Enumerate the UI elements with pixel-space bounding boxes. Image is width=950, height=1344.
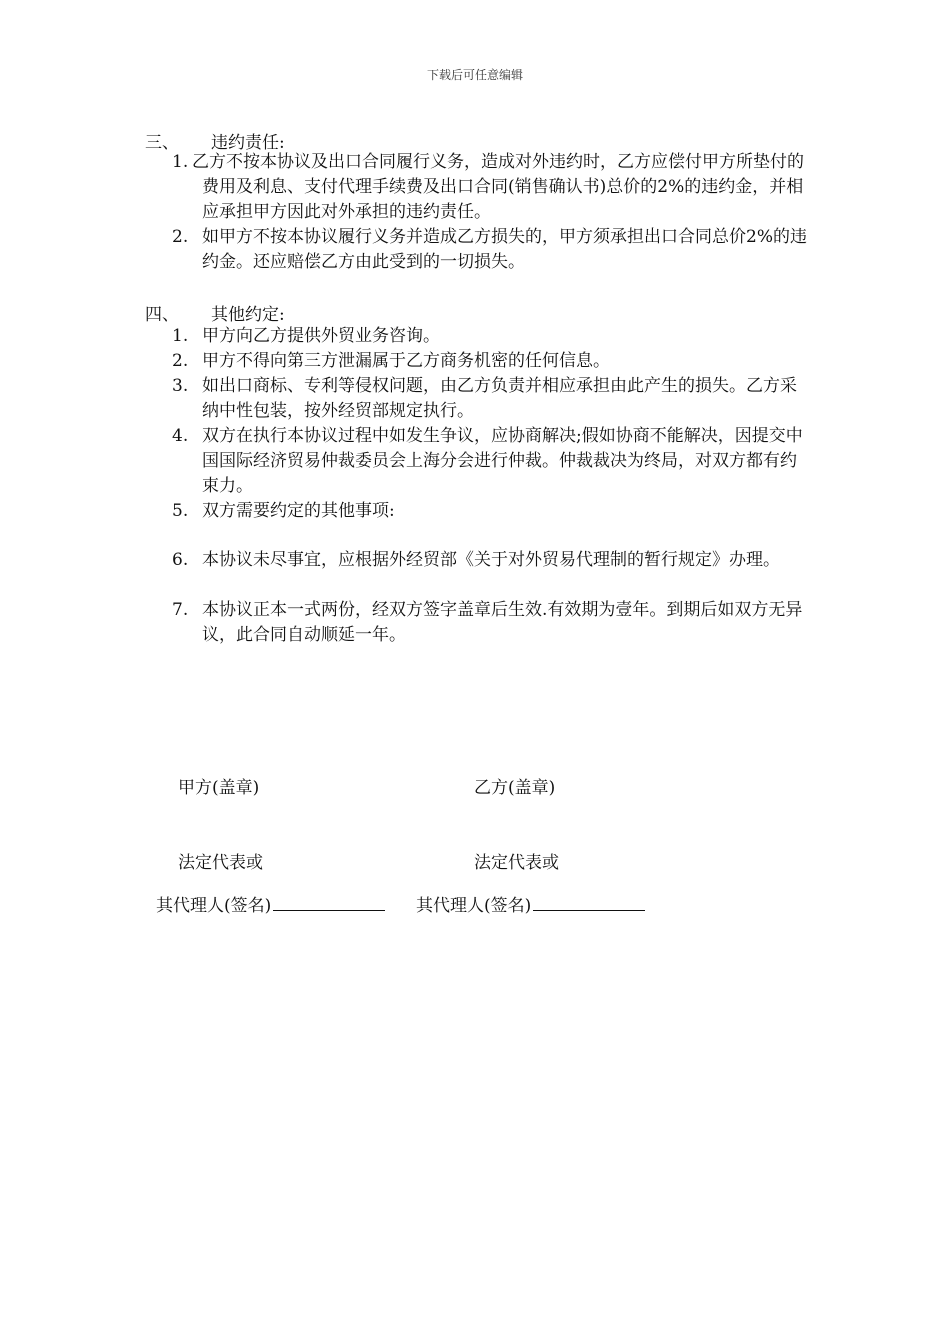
- section-title: 其他约定:: [211, 305, 285, 325]
- party-a-seal: 甲方(盖章): [178, 778, 260, 798]
- item-text: 甲方向乙方提供外贸业务咨询。: [202, 326, 440, 346]
- item-number: 4.: [172, 426, 189, 446]
- item-text: 乙方不按本协议及出口合同履行义务，造成对外违约时，乙方应偿付甲方所垫付的费用及利息、支付代理手续费及出口合同(销售确认书)总价的2%的违约金，并相应承担甲方因此对外承担的违约责任。: [192, 152, 804, 222]
- party-b-rep: 法定代表或: [474, 853, 559, 873]
- item-text: 本协议正本一式两份，经双方签字盖章后生效.有效期为壹年。到期后如双方无异议，此合同自动顺延一年。: [202, 600, 803, 645]
- list-item: [172, 324, 812, 349]
- item-number: 5.: [172, 501, 189, 521]
- party-b-agent-label: 其代理人(签名): [416, 896, 532, 916]
- item-text: 甲方不得向第三方泄漏属于乙方商务机密的任何信息。: [202, 351, 610, 371]
- item-number: 2.: [172, 227, 189, 247]
- item-number: 7.: [172, 600, 189, 620]
- item-number: 3.: [172, 376, 189, 396]
- section-number: 四、: [145, 305, 179, 325]
- list-item: [172, 548, 812, 573]
- signature-blank[interactable]: [273, 893, 385, 911]
- list-item: [172, 598, 812, 648]
- item-text: 本协议未尽事宜，应根据外经贸部《关于对外贸易代理制的暂行规定》办理。: [202, 550, 780, 570]
- party-a-agent-label: 其代理人(签名): [156, 896, 272, 916]
- list-item: [172, 150, 812, 225]
- item-number: 1.: [172, 326, 189, 346]
- list-item: [172, 499, 812, 524]
- party-a-agent-line: [156, 891, 385, 916]
- item-number: 6.: [172, 550, 189, 570]
- header-note: 下载后可任意编辑: [426, 68, 523, 82]
- section-title: 违约责任:: [211, 133, 285, 153]
- item-text: 双方在执行本协议过程中如发生争议，应协商解决;假如协商不能解决，因提交中国国际经济贸易仲裁委员会上海分会进行仲裁。仲裁裁决为终局，对双方都有约束力。: [202, 426, 803, 496]
- section-heading-4: [145, 300, 285, 325]
- list-item: [172, 349, 812, 374]
- party-a-rep: 法定代表或: [178, 853, 263, 873]
- item-text: 双方需要约定的其他事项:: [202, 501, 395, 521]
- list-item: [172, 225, 812, 275]
- list-item: [172, 374, 812, 424]
- item-number: 2.: [172, 351, 189, 371]
- section-number: 三、: [145, 133, 179, 153]
- item-text: 如出口商标、专利等侵权问题，由乙方负责并相应承担由此产生的损失。乙方采纳中性包装，按外经贸部规定执行。: [202, 376, 797, 421]
- item-number: 1.: [172, 152, 189, 172]
- signature-blank[interactable]: [533, 893, 645, 911]
- item-text: 如甲方不按本协议履行义务并造成乙方损失的，甲方须承担出口合同总价2%的违约金。还应赔偿乙方由此受到的一切损失。: [202, 227, 807, 272]
- list-item: [172, 424, 812, 499]
- party-b-agent-line: [416, 891, 645, 916]
- party-b-seal: 乙方(盖章): [474, 778, 556, 798]
